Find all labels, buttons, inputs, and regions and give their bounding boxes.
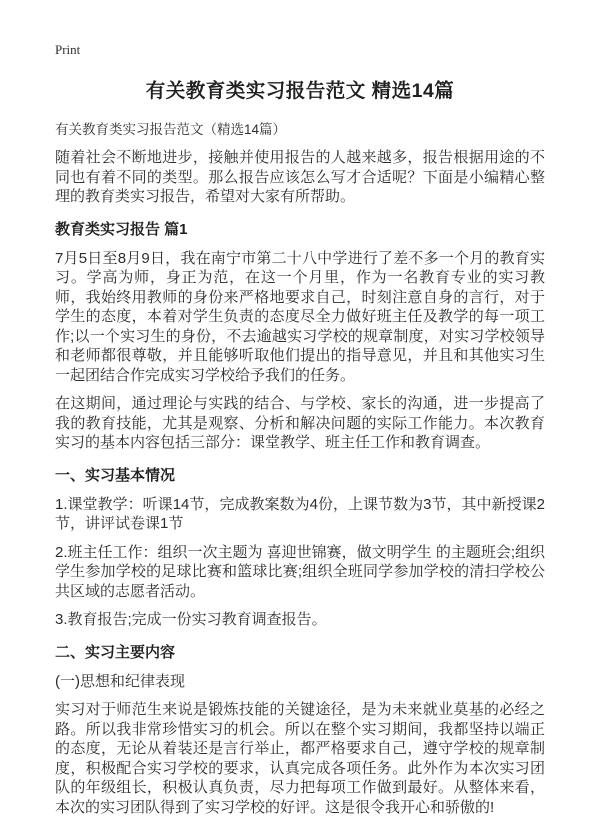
paragraph-internship-overview: 7月5日至8月9日，我在南宁市第二十八中学进行了差不多一个月的教育实习。学高为师，身正为范，在这一个月里，作为一名教育专业的实习教师，我始终用教师的身份来严格地要求自己，时刻注意自身的言行，对于学生的态度，本着对学生负责的态度尽全力做好班主任及教学的每一项工作;以一个实习生的身份，不去逾越实习学校的规章制度，对实习学校领导和老师都很尊敬，并且能够听取他们提出的指导意见，并且和其他实习生一起团结合作完成实习学校给予我们的任务。 bbox=[55, 249, 545, 384]
document-title: 有关教育类实习报告范文 精选14篇 bbox=[145, 80, 455, 102]
paragraph-skills-summary: 在这期间，通过理论与实践的结合、与学校、家长的沟通，进一步提高了我的教育技能，尤其是观察、分析和解决问题的实际工作能力。本次教育实习的基本内容包括三部分：课堂教学、班主任工作和教育调查。 bbox=[55, 395, 545, 451]
intro-paragraph: 随着社会不断地进步，接触并使用报告的人越来越多，报告根据用途的不同也有着不同的类型。那么报告应该怎么写才合适呢？下面是小编精心整理的教育类实习报告，希望对大家有所帮助。 bbox=[55, 149, 545, 205]
list-item-classroom-teaching: 1.课堂教学：听课14节，完成教案数为4份，上课节数为3节，其中新授课2节，讲评试卷课1节 bbox=[55, 495, 545, 532]
list-item-head-teacher-work: 2.班主任工作：组织一次主题为 喜迎世锦赛，做文明学生 的主题班会;组织学生参加学校的足球比赛和篮球比赛;组织全班同学参加学校的清扫学校公共区域的志愿者活动。 bbox=[55, 543, 546, 600]
paragraph-discipline-performance: 实习对于师范生来说是锻炼技能的关键途径，是为未来就业莫基的必经之路。所以我非常珍惜实习的机会。所以在整个实习期间，我都坚持以端正的态度，无论从着装还是言行举止，都严格要求自己，遵守学校的规章制度，积极配合实习学校的要求，认真完成各项任务。此外作为本次实习团队的年级组长，积极认真负责，尽力把每项工作做到最好。从整体来看，本次的实习团队得到了实习学校的好评。这是很令我开心和骄傲的! bbox=[55, 701, 545, 816]
heading-main-content: 二、实习主要内容 bbox=[55, 643, 176, 661]
document-subtitle: 有关教育类实习报告范文（精选14篇） bbox=[55, 122, 287, 137]
article-body bbox=[55, 148, 545, 817]
subheading-thought-discipline: (一)思想和纪律表现 bbox=[55, 672, 185, 690]
heading-report-part-1: 教育类实习报告 篇1 bbox=[55, 220, 188, 238]
print-link[interactable]: Print bbox=[55, 42, 81, 57]
list-item-education-report: 3.教育报告;完成一份实习教育调查报告。 bbox=[55, 611, 327, 628]
heading-basic-situation: 一、实习基本情况 bbox=[55, 466, 176, 484]
